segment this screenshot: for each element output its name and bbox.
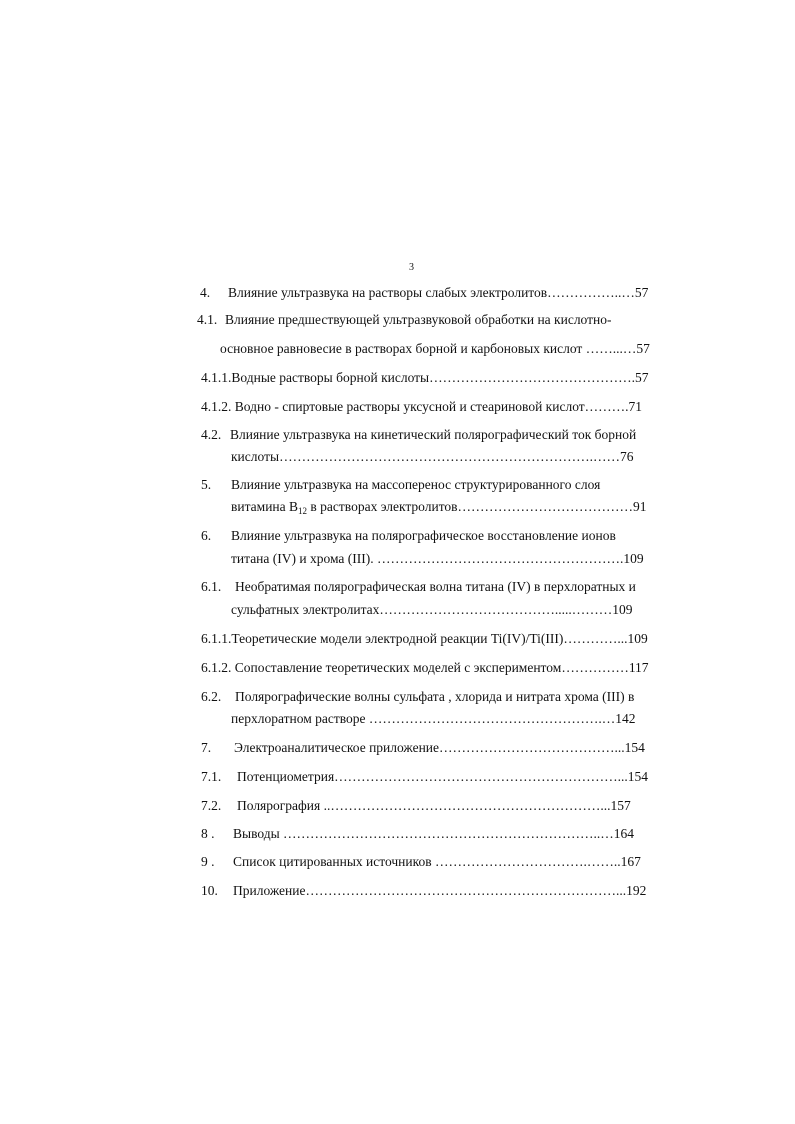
entry-page: 109 xyxy=(612,602,633,617)
dot-leader: …………………………………... xyxy=(439,740,625,755)
entry-title: Влияние ультразвука на растворы слабых электролитов……………..…57 xyxy=(228,285,649,300)
entry-title: 6.1.1.Теоретические модели электродной реакции Ti(IV)/Ti(III)…………...109 xyxy=(201,631,648,646)
entry-page: 167 xyxy=(620,854,641,869)
dot-leader: ………………………………………. xyxy=(429,370,636,385)
dot-leader: ……...… xyxy=(582,341,637,356)
entry-page: 192 xyxy=(626,883,647,898)
entry-title: сульфатных электролитах………………………………….....………109 xyxy=(231,602,633,617)
entry-number: 7.1. xyxy=(201,769,222,784)
entry-title: Полярографические волны сульфата , хлорида и нитрата хрома (III) в xyxy=(235,689,635,704)
entry-title: Приложение……………………………………………………………...192 xyxy=(233,883,647,898)
dot-leader: ………………………………… xyxy=(457,499,634,514)
entry-page: 154 xyxy=(627,769,649,784)
entry-title: Влияние предшествующей ультразвуковой обработки на кислотно- xyxy=(225,312,612,327)
entry-number: 6. xyxy=(201,528,212,543)
entry-number: 5. xyxy=(201,477,212,492)
entry-page: 164 xyxy=(613,826,635,841)
entry-title: перхлоратном растворе …………………………………………….…142 xyxy=(231,711,636,726)
dot-leader: …………... xyxy=(563,631,628,646)
entry-number: 4.2. xyxy=(201,427,222,442)
entry-number: 10. xyxy=(201,883,218,898)
entry-title: кислоты…………………………………………………………….……76 xyxy=(231,449,634,464)
entry-number: 4.1.1. xyxy=(201,370,232,385)
entry-title: Потенциометрия………………………………………………………...154 xyxy=(237,769,649,784)
entry-number: 6.2. xyxy=(201,689,222,704)
entry-number: 4.1. xyxy=(197,312,218,327)
entry-number: 9 . xyxy=(201,854,215,869)
page-number: 3 xyxy=(409,262,414,273)
entry-title: витамина $B_{12}$ в растворах электролитов…………………………………91 xyxy=(231,499,647,516)
dot-leader: ……………………………………………………………..… xyxy=(283,826,614,841)
entry-title: основное равновесие в растворах борной и карбоновых кислот ……...…57 xyxy=(220,341,650,356)
dot-leader: …………………………………………………………….…… xyxy=(279,449,620,464)
dot-leader: ………………………………………………………... xyxy=(334,769,628,784)
entry-title: Электроаналитическое приложение…………………………………...154 xyxy=(234,740,645,755)
dot-leader: ……………………………………………………... xyxy=(330,798,611,813)
entry-page: 117 xyxy=(628,660,649,675)
entry-page: 157 xyxy=(610,798,631,813)
dot-leader: ……………..… xyxy=(547,285,635,300)
entry-page: 109 xyxy=(627,631,648,646)
entry-page: 142 xyxy=(615,711,636,726)
entry-number: 6.1.1. xyxy=(201,631,232,646)
dot-leader: ……………………………………………………………... xyxy=(305,883,627,898)
entry-title: Выводы ……………………………………………………………..…164 xyxy=(233,826,635,841)
entry-page: 57 xyxy=(636,341,650,356)
entry-page: 57 xyxy=(634,285,649,300)
dot-leader: …………………………….…….. xyxy=(435,854,621,869)
entry-number: 4. xyxy=(200,285,211,300)
entry-title: Список цитированных источников …………………………….……..167 xyxy=(233,854,641,869)
entry-number: 6.1. xyxy=(201,579,222,594)
entry-number: 7. xyxy=(201,740,212,755)
entry-page: 91 xyxy=(633,499,647,514)
entry-title: Необратимая полярографическая волна титана (IV) в перхлоратных и xyxy=(235,579,636,594)
entry-title: 4.1.2. Водно - спиртовые растворы уксусной и стеариновой кислот……….71 xyxy=(201,399,643,414)
dot-leader: …………………………………………….… xyxy=(368,711,616,726)
entry-page: 71 xyxy=(628,399,643,414)
entry-title: 4.1.1.Водные растворы борной кислоты……………………………………….57 xyxy=(201,370,649,385)
entry-page: 154 xyxy=(624,740,645,755)
entry-number: 8 . xyxy=(201,826,215,841)
dot-leader: …………… xyxy=(561,660,629,675)
entry-number: 6.1.2. xyxy=(201,660,232,675)
dot-leader: ………. xyxy=(584,399,629,414)
entry-title: Полярография ..……………………………………………………...157 xyxy=(237,798,631,813)
entry-title: Влияние ультразвука на полярографическое восстановление ионов xyxy=(231,528,616,543)
entry-title: титана (IV) и хрома (III). ……………………………………………….109 xyxy=(231,551,644,566)
dot-leader: ………………………………………………. xyxy=(377,551,624,566)
entry-title: 6.1.2. Сопоставление теоретических моделей с экспериментом……………117 xyxy=(201,660,649,675)
entry-page: 76 xyxy=(619,449,634,464)
entry-page: 109 xyxy=(623,551,644,566)
entry-title: Влияние ультразвука на массоперенос структурированного слоя xyxy=(231,477,601,492)
entry-number: 7.2. xyxy=(201,798,222,813)
entry-page: 57 xyxy=(635,370,649,385)
dot-leader: ………………………………….....……… xyxy=(379,602,613,617)
entry-number: 4.1.2. xyxy=(201,399,232,414)
entry-title: Влияние ультразвука на кинетический полярографический ток борной xyxy=(230,427,637,442)
